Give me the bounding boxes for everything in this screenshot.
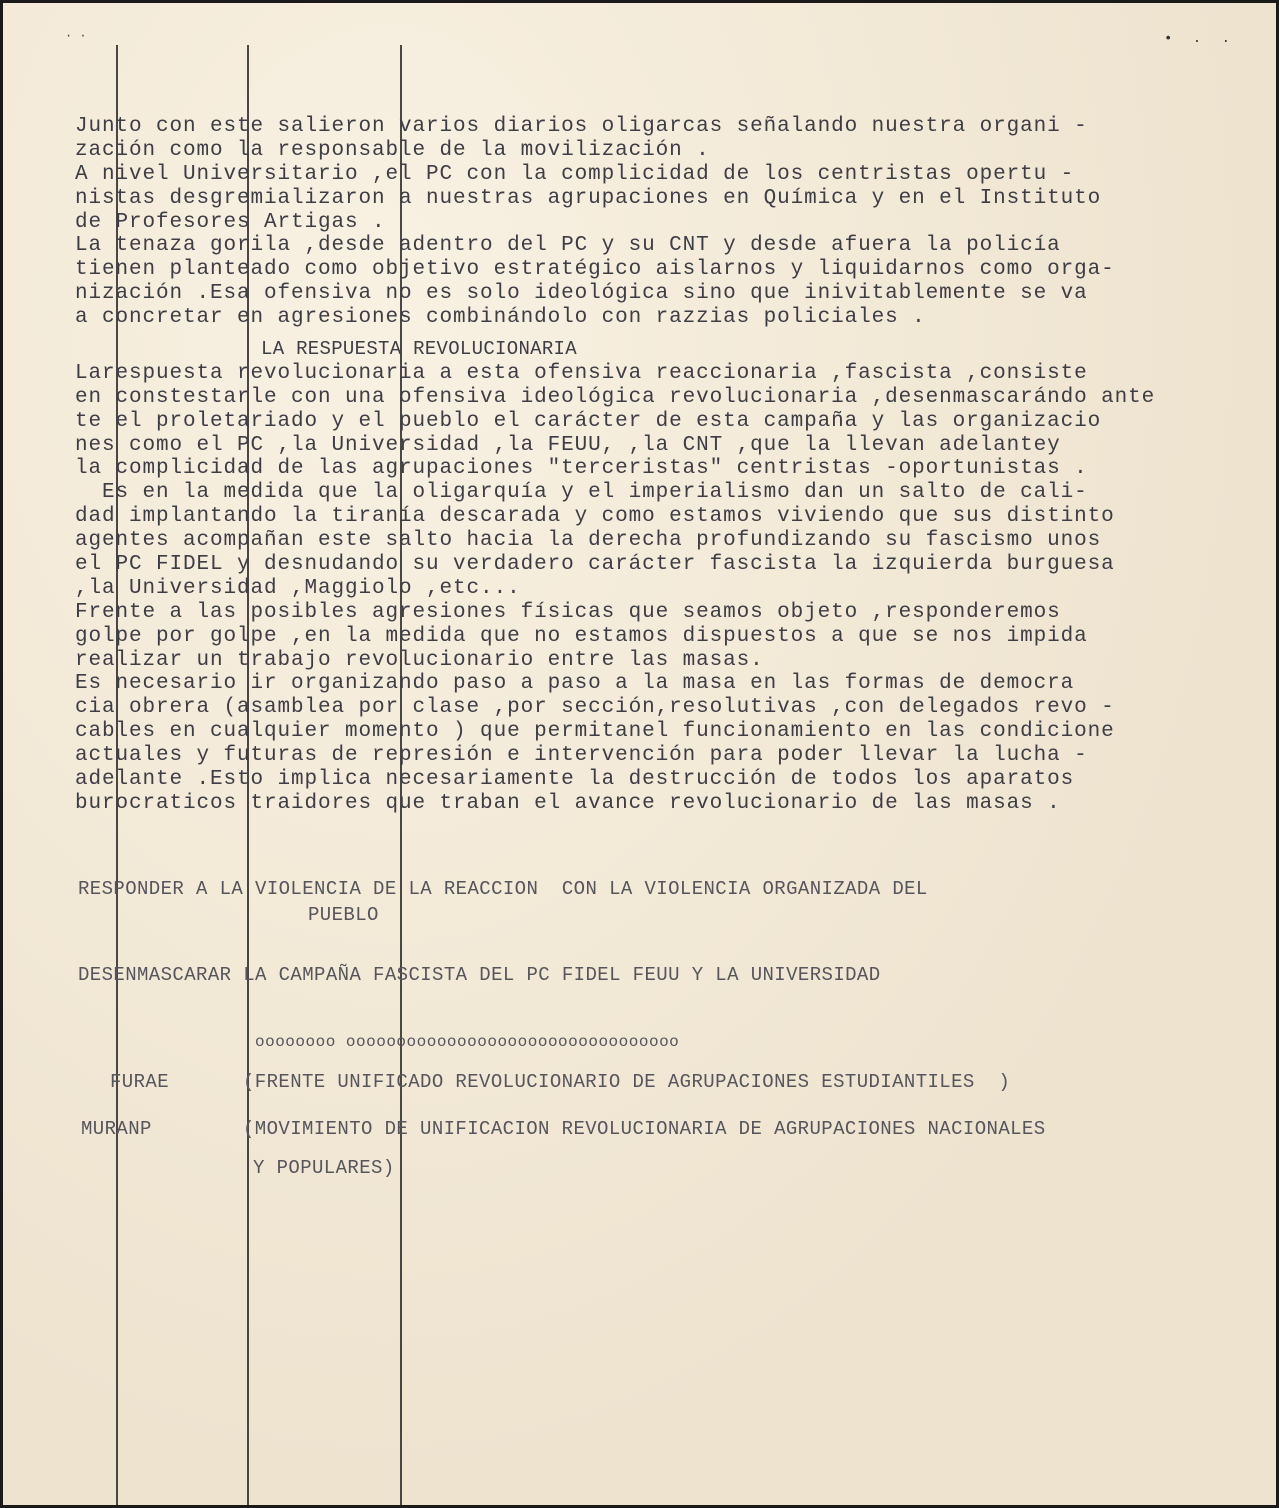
slogan-1-continued: PUEBLO [308, 904, 379, 926]
slogan-2: DESENMASCARAR LA CAMPAÑA FASCISTA DEL PC FIDEL FEUU Y LA UNIVERSIDAD [78, 964, 881, 986]
text-line: el PC FIDEL y desnudando su verdadero carácter fascista la izquierda burguesa [75, 553, 1115, 577]
response-paragraph [75, 362, 1215, 816]
document-page [3, 3, 1276, 1505]
slogan-1: RESPONDER A LA VIOLENCIA DE LA REACCION CON LA VIOLENCIA ORGANIZADA DEL [78, 878, 928, 900]
text-line: agentes acompañan este salto hacia la derecha profundizando su fascismo unos [75, 529, 1102, 553]
text-line: actuales y futuras de represión e intervención para poder llevar la lucha - [75, 744, 1088, 768]
text-line: Frente a las posibles agresiones físicas que seamos objeto ,responderemos [75, 600, 1061, 624]
text-line: la complicidad de las agrupaciones "terceristas" centristas -oportunistas . [75, 457, 1088, 481]
org-1-abbreviation: FURAE [110, 1071, 170, 1093]
text-line: tienen planteado como objetivo estratégico aislarnos y liquidarnos como orga- [75, 258, 1115, 282]
text-line: nistas desgremializaron a nuestras agrupaciones en Química y en el Instituto [75, 186, 1102, 210]
org-2-abbreviation: MURANP [81, 1118, 152, 1140]
slogans-block [78, 876, 1218, 988]
text-line: Junto con este salieron varios diarios oligarcas señalando nuestra organi - [75, 115, 1088, 138]
text-line: zación como la responsable de la movilización . [75, 138, 710, 162]
text-line: de Profesores Artigas . [75, 210, 386, 234]
typewritten-body [75, 115, 1215, 816]
text-line: Es necesario ir organizando paso a paso a la masa en las formas de democra [75, 672, 1075, 696]
text-line: realizar un trabajo revolucionario entre las masas. [75, 648, 764, 672]
org-1-name: (FRENTE UNIFICADO REVOLUCIONARIO DE AGRUPACIONES ESTUDIANTILES ) [243, 1071, 1011, 1093]
text-line: Larespuesta revolucionaria a esta ofensiva reaccionaria ,fascista ,consiste [75, 361, 1088, 385]
intro-paragraph [75, 115, 1215, 330]
page-marks-right: • . . [1163, 31, 1236, 47]
text-line: a concretar en agresiones combinándolo con razzias policiales . [75, 306, 926, 330]
text-line: nización .Esa ofensiva no es solo ideológica sino que inivitablemente se va [75, 282, 1088, 306]
text-line: cables en cualquier momento ) que permitanel funcionamiento en las condicione [75, 720, 1115, 744]
text-line: te el proletariado y el pueblo el carácter de esta campaña y las organizacio [75, 409, 1102, 433]
org-2-name: (MOVIMIENTO DE UNIFICACION REVOLUCIONARIA DE AGRUPACIONES NACIONALES [243, 1118, 1046, 1140]
text-line: adelante .Esto implica necesariamente la destrucción de todos los aparatos [75, 768, 1075, 792]
org-2-name-continued: Y POPULARES) [253, 1157, 395, 1179]
text-line: nes como el PC ,la Universidad ,la FEUU, ,la CNT ,que la llevan adelantey [75, 433, 1061, 457]
text-line: en constestarle con una ofensiva ideológica revolucionaria ,desenmascarándo ante [75, 385, 1156, 409]
divider-line: oooooooo ooooooooooooooooooooooooooooooooo [255, 1033, 680, 1051]
text-line: ,la Universidad ,Maggiolo ,etc... [75, 576, 521, 600]
text-line: dad implantando la tiranía descarada y como estamos viviendo que sus distinto [75, 505, 1115, 529]
text-line: cia obrera (asamblea por clase ,por sección,resolutivas ,con delegados revo - [75, 696, 1115, 720]
text-line: La tenaza gorila ,desde adentro del PC y su CNT y desde afuera la policía [75, 234, 1061, 258]
text-line: golpe por golpe ,en la medida que no estamos dispuestos a que se nos impida [75, 624, 1088, 648]
section-heading: LA RESPUESTA REVOLUCIONARIA [261, 338, 577, 361]
page-marks: · · [65, 29, 87, 43]
text-line: Es en la medida que la oligarquía y el imperialismo dan un salto de cali- [75, 481, 1088, 505]
text-line: burocraticos traidores que traban el avance revolucionario de las masas . [75, 791, 1061, 815]
text-line: A nivel Universitario ,el PC con la complicidad de los centristas opertu - [75, 162, 1075, 186]
